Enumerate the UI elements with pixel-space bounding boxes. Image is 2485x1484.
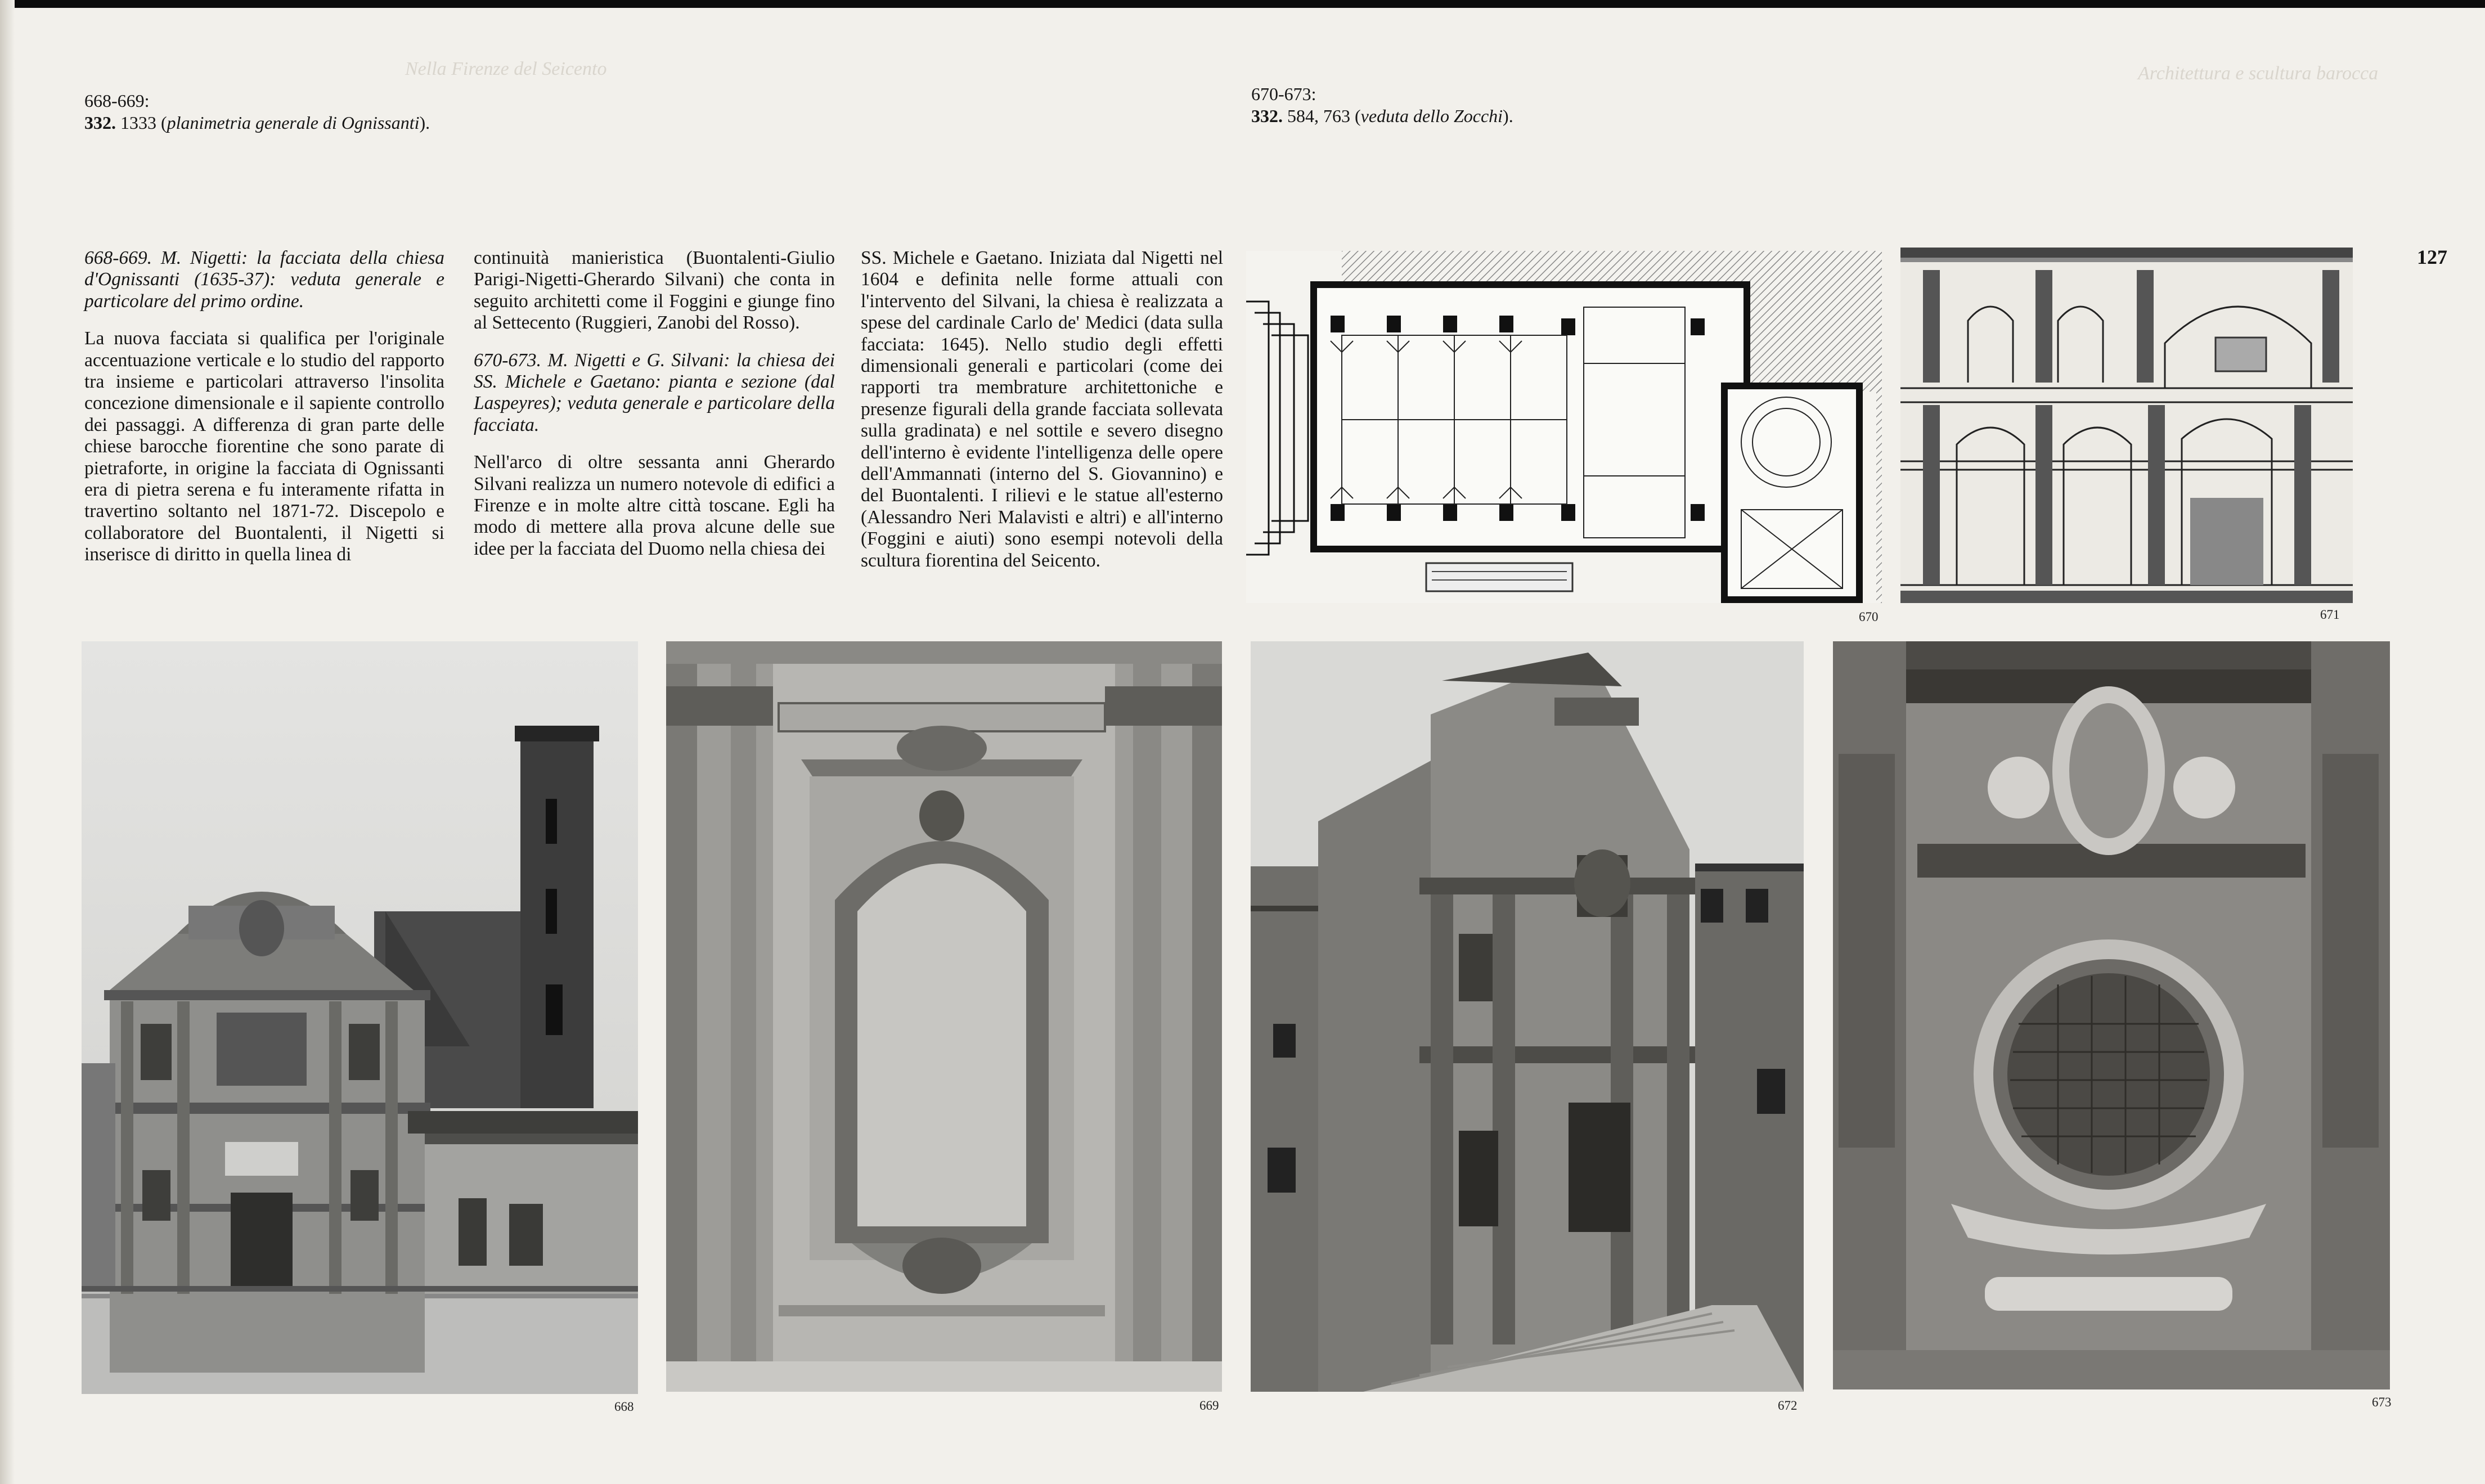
body-paragraph: continuità manieristica (Buontalenti-Giulio Parigi-Nigetti-Gherardo Silvani) che conta in seguito architetti come il Foggini e giunge fino al Settecento (Ruggieri, Zanobi del Rosso). [474,248,835,334]
reference-left: 668-669: 332. 1333 (planimetria generale di Ognissanti). [84,91,430,133]
body-paragraph: SS. Michele e Gaetano. Iniziata dal Nigetti nel 1604 e definita nelle forme attuali con l'intervento del Silvani, la chiesa è realizzata a spese del cardinale Carlo de' Medici (data sulla facciata: 1645). Nello studio degli effetti dimensionali generali e particolari (come dei rapporti tra membrature architettoniche e presenze figurali della grande facciata sollevata sulla gradinata) e nel sottile e severo disegno dell'interno è evidente l'intelligenza delle opere dell'Ammannati (interno del S. Giovannino) e del Buontalenti. I rilievi e le statue all'esterno (Alessandro Neri Malavisti e altri) e all'interno (Foggini e aiuti) sono esempi notevoli della scultura fiorentina del Seicento. [861,248,1223,571]
page-number: 127 [2417,246,2447,268]
figure-672-photo [1251,641,1804,1392]
figure-number: 672 [1778,1398,1798,1413]
page-top-edge [0,0,2485,8]
figure-670-plan [1246,251,1882,603]
reference-right: 670-673: 332. 584, 763 (veduta dello Zocchi). [1251,84,1513,126]
text-column-2 [474,248,835,575]
figure-number: 673 [2372,1395,2392,1409]
text-column-3 [861,248,1223,587]
figure-number: 668 [614,1400,634,1414]
running-head-right: Architettura e scultura barocca [2138,63,2379,84]
figure-caption-668-669: 668-669. M. Nigetti: la facciata della chiesa d'Ognissanti (1635-37): veduta generale e particolare del primo ordine. [84,248,444,312]
figure-number: 671 [2320,608,2340,622]
text-column-1 [84,248,444,582]
figure-671-section [1900,248,2353,603]
figure-caption-670-673: 670-673. M. Nigetti e G. Silvani: la chiesa dei SS. Michele e Gaetano: pianta e sezione (dal Laspeyres); veduta generale e particolare della facciata. [474,349,835,435]
figure-number: 669 [1199,1398,1219,1413]
figure-673-photo [1833,641,2390,1389]
body-paragraph: La nuova facciata si qualifica per l'originale accentuazione verticale e lo studio del rapporto tra insieme e particolari attraverso l'insolita concezione dimensionale e il sapiente controllo dei passaggi. A differenza di gran parte delle chiese barocche fiorentine che sono parate di pietraforte, in origine la facciata di Ognissanti era di pietra serena e fu interamente rifatta in travertino soltanto nel 1871-72. Discepolo e collaboratore del Buontalenti, il Nigetti si inserisce di diritto in quella linea di [84,328,444,565]
body-paragraph: Nell'arco di oltre sessanta anni Gherardo Silvani realizza un numero notevole di edifici a Firenze e in molte altre città toscane. Egli ha modo di mettere alla prova alcune delle sue idee per la facciata del Duomo nella chiesa dei [474,452,835,559]
figure-number: 670 [1859,610,1879,624]
figure-669-photo [666,641,1222,1392]
figure-668-photo [82,641,638,1394]
running-head-left: Nella Firenze del Seicento [405,59,607,79]
book-gutter [0,0,15,1484]
